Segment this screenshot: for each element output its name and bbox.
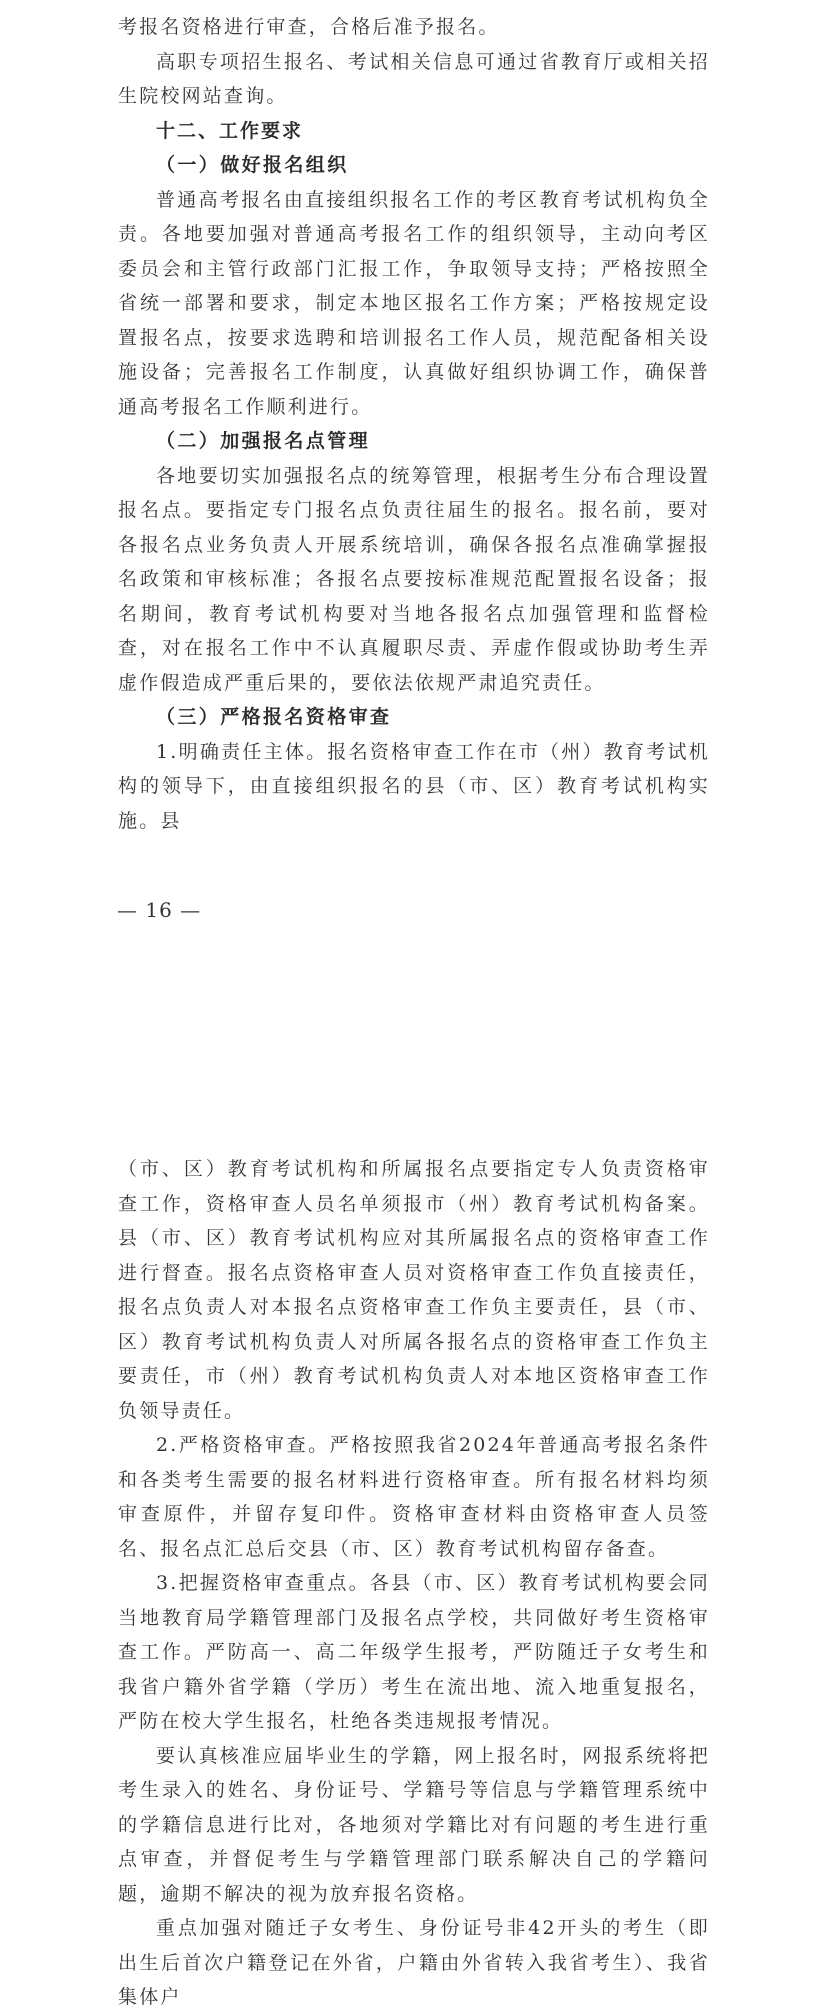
subheading-qualification-review: （三）严格报名资格审查 bbox=[156, 706, 392, 728]
section-heading-work-requirements: 十二、工作要求 bbox=[156, 119, 304, 142]
paragraph-strict-review: 2.严格资格审查。严格按照我省2024年普通高考报名条件和各类考生需要的报名材料进行资格审查。所有报名材料均须审查原件，并留存复印件。资格审查材料由资格审查人员签名、报名点汇总后交县（市、区）教育考试机构留存备查。 bbox=[118, 1434, 710, 1560]
page-number: — 16 — bbox=[117, 898, 202, 922]
page-16-body bbox=[118, 10, 710, 838]
subheading-registration-point-management: （二）加强报名点管理 bbox=[156, 430, 371, 452]
paragraph-responsibility-subject: 1.明确责任主体。报名资格审查工作在市（州）教育考试机构的领导下，由直接组织报名的县（市、区）教育考试机构实施。县 bbox=[118, 740, 710, 832]
paragraph-continuation: 考报名资格进行审查，合格后准予报名。 bbox=[118, 16, 500, 38]
paragraph-vocational-info: 高职专项招生报名、考试相关信息可通过省教育厅或相关招生院校网站查询。 bbox=[118, 50, 710, 107]
paragraph-registration-point-management: 各地要切实加强报名点的统筹管理，根据考生分布合理设置报名点。要指定专门报名点负责往届生的报名。报名前，要对各报名点业务负责人开展系统培训，确保各报名点准确掌握报名政策和审核标准；各报名点要按标准规范配置报名设备；报名期间，教育考试机构要对当地各报名点加强管理和监督检查，对在报名工作中不认真履职尽责、弄虚作假或协助考生弄虚作假造成严重后果的，要依法依规严肃追究责任。 bbox=[118, 464, 710, 694]
page-17-body bbox=[118, 1152, 710, 2015]
paragraph-student-status-check: 要认真核准应届毕业生的学籍，网上报名时，网报系统将把考生录入的姓名、身份证号、学籍号等信息与学籍管理系统中的学籍信息进行比对，各地须对学籍比对有问题的考生进行重点审查，并督促考生与学籍管理部门联系解决自己的学籍问题，逾期不解决的视为放弃报名资格。 bbox=[118, 1744, 710, 1905]
document-page-16 bbox=[0, 0, 819, 960]
paragraph-review-focus: 3.把握资格审查重点。各县（市、区）教育考试机构要会同当地教育局学籍管理部门及报名点学校，共同做好考生资格审查工作。严防高一、高二年级学生报考，严防随迁子女考生和我省户籍外省学籍（学历）考生在流出地、流入地重复报名，严防在校大学生报名，杜绝各类违规报考情况。 bbox=[118, 1572, 710, 1732]
paragraph-registration-organization: 普通高考报名由直接组织报名工作的考区教育考试机构负全责。各地要加强对普通高考报名工作的组织领导，主动向考区委员会和主管行政部门汇报工作，争取领导支持；严格按照全省统一部署和要求，制定本地区报名工作方案；严格按规定设置报名点，按要求选聘和培训报名工作人员，规范配备相关设施设备；完善报名工作制度，认真做好组织协调工作，确保普通高考报名工作顺利进行。 bbox=[118, 188, 710, 418]
document-page-17 bbox=[0, 1150, 819, 2010]
subheading-registration-organization: （一）做好报名组织 bbox=[156, 154, 349, 176]
paragraph-review-staffing: （市、区）教育考试机构和所属报名点要指定专人负责资格审查工作，资格审查人员名单须报市（州）教育考试机构备案。县（市、区）教育考试机构应对其所属报名点的资格审查工作进行督查。报名点资格审查人员对资格审查工作负直接责任，报名点负责人对本报名点资格审查工作负主要责任，县（市、区）教育考试机构负责人对所属各报名点的资格审查工作负主要责任，市（州）教育考试机构负责人对本地区资格审查工作负领导责任。 bbox=[118, 1158, 710, 1422]
paragraph-key-groups: 重点加强对随迁子女考生、身份证号非42开头的考生（即出生后首次户籍登记在外省，户籍由外省转入我省考生）、我省集体户 bbox=[118, 1917, 710, 2008]
